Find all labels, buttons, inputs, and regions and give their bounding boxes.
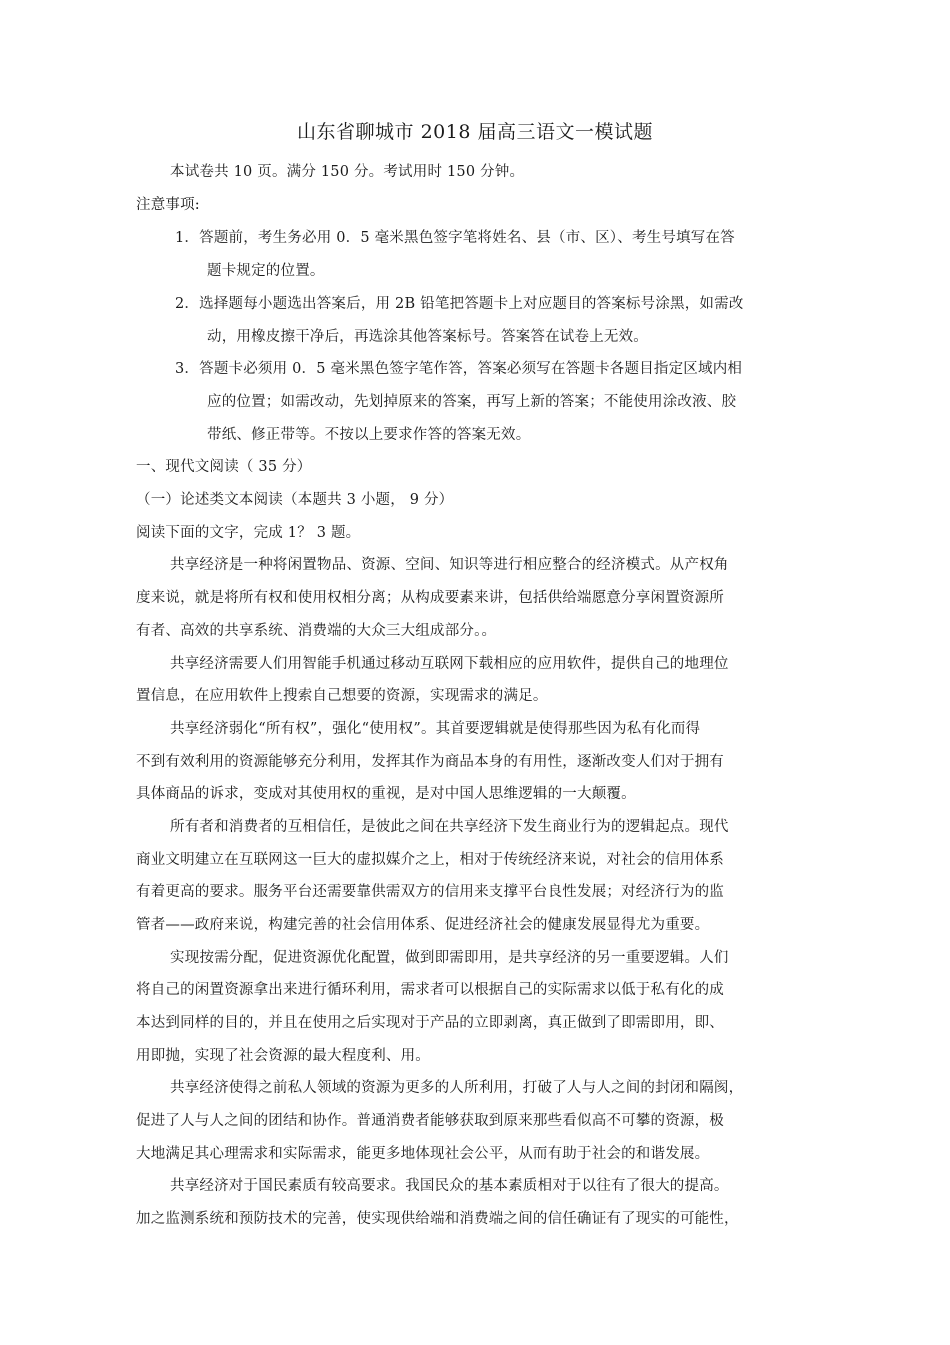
notice-item-1-line-2: 题卡规定的位置。 — [207, 263, 325, 279]
paragraph-4-line-4: 管者——政府来说，构建完善的社会信用体系、促进经济社会的健康发展显得尤为重要。 — [136, 917, 710, 933]
section-heading: 一、现代文阅读（ 35 分） — [136, 459, 312, 475]
paragraph-1-line-1: 共享经济是一种将闲置物品、资源、空间、知识等进行相应整合的经济模式。从产权角 — [170, 557, 729, 573]
paragraph-4-line-2: 商业文明建立在互联网这一巨大的虚拟媒介之上，相对于传统经济来说，对社会的信用体系 — [136, 852, 724, 868]
paragraph-3-line-3: 具体商品的诉求，变成对其使用权的重视，是对中国人思维逻辑的一大颠覆。 — [136, 786, 636, 802]
paragraph-3-line-2: 不到有效利用的资源能够充分利用，发挥其作为商品本身的有用性，逐渐改变人们对于拥有 — [136, 754, 724, 770]
paragraph-3-line-1: 共享经济弱化“所有权”，强化“使用权”。其首要逻辑就是使得那些因为私有化而得 — [170, 721, 701, 737]
paragraph-4-line-3: 有着更高的要求。服务平台还需要靠供需双方的信用来支撑平台良性发展；对经济行为的监 — [136, 884, 724, 900]
paragraph-5-line-2: 将自己的闲置资源拿出来进行循环利用，需求者可以根据自己的实际需求以低于私有化的成 — [136, 982, 724, 998]
notice-item-3-line-3: 带纸、修正带等。不按以上要求作答的答案无效。 — [207, 427, 531, 443]
paragraph-2-line-2: 置信息，在应用软件上搜索自己想要的资源，实现需求的满足。 — [136, 688, 548, 704]
paragraph-1-line-3: 有者、高效的共享系统、消费端的大众三大组成部分。。 — [136, 623, 497, 639]
paragraph-7-line-2: 加之监测系统和预防技术的完善，使实现供给端和消费端之间的信任确证有了现实的可能性， — [136, 1211, 739, 1227]
notice-heading: 注意事项: — [136, 197, 200, 213]
notice-item-2-line-2: 动，用橡皮擦干净后，再选涂其他答案标号。答案答在试卷上无效。 — [207, 329, 648, 345]
paragraph-2-line-1: 共享经济需要人们用智能手机通过移动互联网下载相应的应用软件，提供自己的地理位 — [170, 656, 729, 672]
subsection-heading: （一）论述类文本阅读（本题共 3 小题， 9 分） — [136, 492, 454, 508]
paragraph-7-line-1: 共享经济对于国民素质有较高要求。我国民众的基本素质相对于以往有了很大的提高。 — [170, 1178, 729, 1194]
paragraph-5-line-4: 用即抛，实现了社会资源的最大程度利、用。 — [136, 1048, 430, 1064]
paragraph-1-line-2: 度来说，就是将所有权和使用权相分离；从构成要素来讲，包括供给端愿意分享闲置资源所 — [136, 590, 724, 606]
notice-item-2-line-1: 2．选择题每小题选出答案后，用 2B 铅笔把答题卡上对应题目的答案标号涂黑，如需改 — [175, 296, 744, 312]
reading-instruction: 阅读下面的文字，完成 1？ 3 题。 — [136, 525, 361, 541]
exam-intro: 本试卷共 10 页。满分 150 分。考试用时 150 分钟。 — [170, 164, 525, 180]
notice-item-3-line-2: 应的位置；如需改动，先划掉原来的答案，再写上新的答案；不能使用涂改液、胶 — [207, 394, 737, 410]
paragraph-6-line-3: 大地满足其心理需求和实际需求，能更多地体现社会公平，从而有助于社会的和谐发展。 — [136, 1146, 710, 1162]
paragraph-4-line-1: 所有者和消费者的互相信任，是彼此之间在共享经济下发生商业行为的逻辑起点。现代 — [170, 819, 729, 835]
paragraph-6-line-2: 促进了人与人之间的团结和协作。普通消费者能够获取到原来那些看似高不可攀的资源，极 — [136, 1113, 724, 1129]
notice-item-3-line-1: 3．答题卡必须用 0．5 毫米黑色签字笔作答，答案必须写在答题卡各题目指定区域内相 — [175, 361, 743, 377]
paragraph-6-line-1: 共享经济使得之前私人领域的资源为更多的人所利用，打破了人与人之间的封闭和隔阂， — [170, 1080, 744, 1096]
paragraph-5-line-3: 本达到同样的目的，并且在使用之后实现对于产品的立即剥离，真正做到了即需即用，即、 — [136, 1015, 724, 1031]
notice-item-1-line-1: 1．答题前，考生务必用 0．5 毫米黑色签字笔将姓名、县（市、区）、考生号填写在答 — [175, 230, 735, 246]
page-title: 山东省聊城市 2018 届高三语文一模试题 — [297, 121, 653, 143]
paragraph-5-line-1: 实现按需分配，促进资源优化配置，做到即需即用，是共享经济的另一重要逻辑。人们 — [170, 950, 729, 966]
